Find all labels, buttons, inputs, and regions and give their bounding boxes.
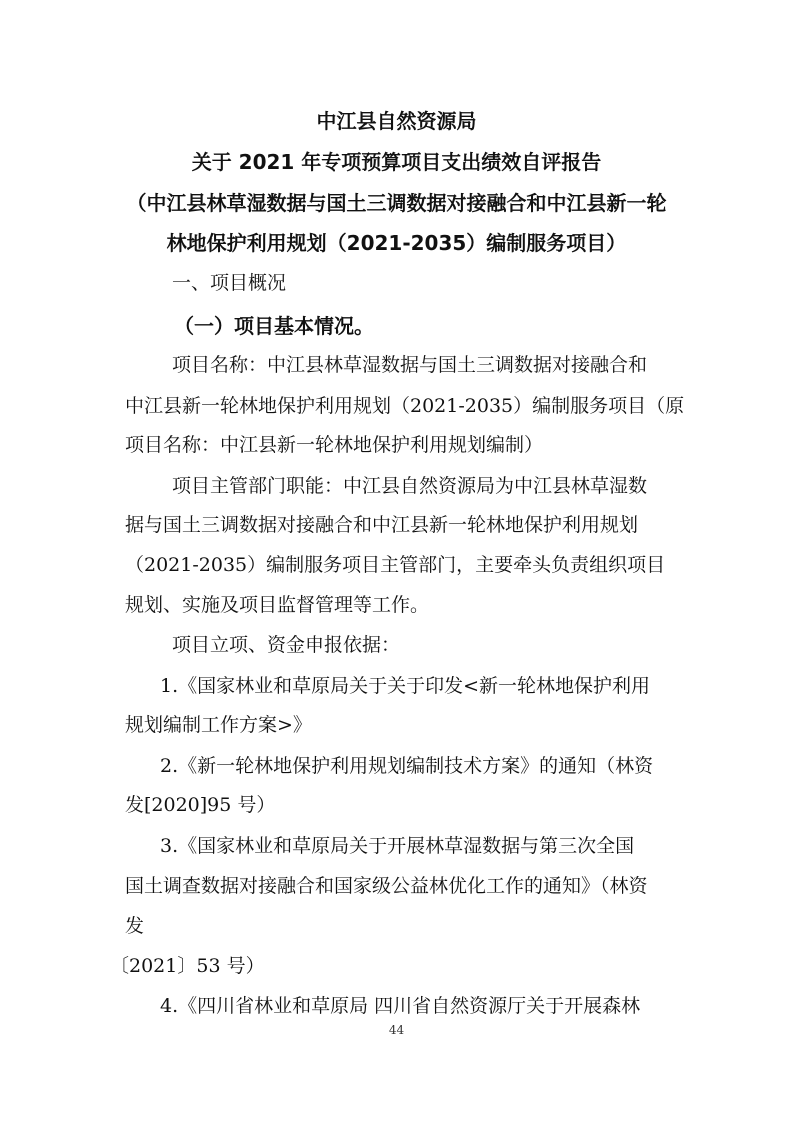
report-subtitle-line-2: 林地保护利用规划（2021-2035）编制服务项目） [166,231,627,255]
report-subtitle-line-1: （中江县林草湿数据与国土三调数据对接融合和中江县新一轮 [126,191,667,215]
list-item-line: 发[2020]95 号） [125,794,276,816]
paragraph-line: 项目主管部门职能：中江县自然资源局为中江县林草湿数 [172,475,648,497]
list-item-line: 3.《国家林业和草原局关于开展林草湿数据与第三次全国 [160,835,635,857]
report-title: 关于 2021 年专项预算项目支出绩效自评报告 [191,150,602,174]
list-item-line: 发 [125,915,145,937]
list-item-line: 规划编制工作方案>》 [125,714,312,736]
list-item-line: 4.《四川省林业和草原局 四川省自然资源厅关于开展森林 [160,995,641,1017]
paragraph-basis: 项目立项、资金申报依据： [172,634,401,656]
paragraph-line: 项目名称：中江县林草湿数据与国土三调数据对接融合和 [172,354,648,376]
paragraph-line: 据与国土三调数据对接融合和中江县新一轮林地保护利用规划 [125,514,639,536]
org-title: 中江县自然资源局 [316,109,477,133]
list-item-line: 国土调查数据对接融合和国家级公益林优化工作的通知》（林资 [125,875,648,897]
paragraph-line: 规划、实施及项目监督管理等工作。 [125,594,430,616]
list-item-line: 2.《新一轮林地保护利用规划编制技术方案》的通知（林资 [160,755,654,777]
paragraph-line: （2021-2035）编制服务项目主管部门，主要牵头负责组织项目 [125,554,666,576]
page-number: 44 [388,1023,405,1037]
list-item-line: 1.《国家林业和草原局关于关于印发<新一轮林地保护利用 [160,675,651,697]
list-item-line: 〔2021〕53 号） [110,955,265,977]
paragraph-line: 中江县新一轮林地保护利用规划（2021-2035）编制服务项目（原 [125,395,685,417]
paragraph-line: 项目名称：中江县新一轮林地保护利用规划编制） [125,434,544,456]
subsection-heading: （一）项目基本情况。 [174,314,374,338]
section-heading: 一、项目概况 [172,272,287,294]
